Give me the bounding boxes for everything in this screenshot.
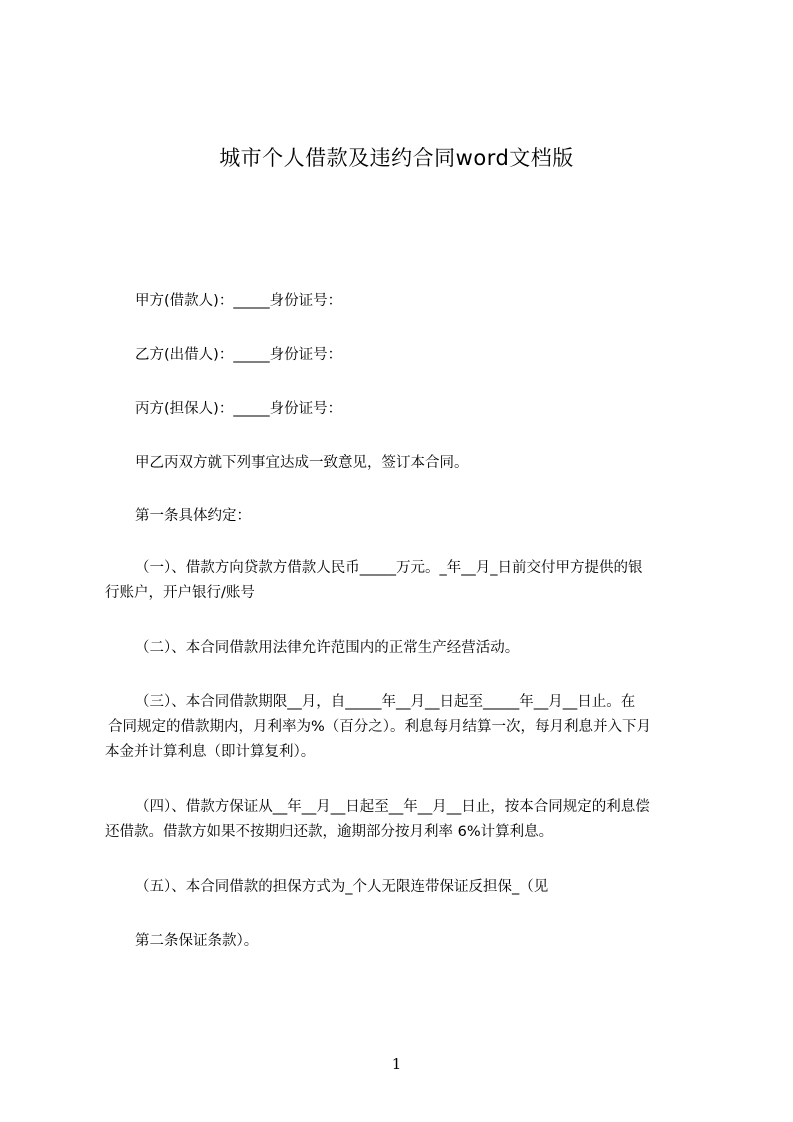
clause2-paragraph: （二）、本合同借款用法律允许范围内的正常生产经营活动。 (135, 640, 520, 656)
article1-heading: 第一条具体约定： (135, 508, 251, 524)
intro-paragraph: 甲乙丙双方就下列事宜达成一致意见，签订本合同。 (135, 455, 469, 471)
clause1-line2: 行账户，开户银行/账号 (105, 585, 255, 601)
clause1-line1: （一）、借款方向贷款方借款人民币_____万元。_年__月_日前交付甲方提供的银 (135, 560, 643, 576)
clause4-line1: （四）、借款方保证从__年__月__日起至__年__月__日止，按本合同规定的利息偿 (135, 799, 650, 815)
clause5-paragraph: （五）、本合同借款的担保方式为_个人无限连带保证反担保_（见 (135, 879, 549, 895)
clause3-line1: （三）、本合同借款期限__月，自_____年__月__日起至_____年__月__日止。在 (135, 694, 636, 710)
document-title: 城市个人借款及违约合同word文档版 (219, 146, 574, 170)
clause3-line2: 合同规定的借款期内，月利率为%（百分之）。利息每月结算一次，每月利息并入下月 (108, 719, 652, 735)
party-b-line: 乙方(出借人)：_____身份证号： (135, 347, 343, 363)
party-a-line: 甲方(借款人)：_____身份证号： (135, 293, 343, 309)
clause5-continuation: 第二条保证条款）。 (135, 933, 259, 949)
clause3-line3: 本金并计算利息（即计算复利）。 (105, 744, 316, 760)
party-c-line: 丙方(担保人)：_____身份证号： (135, 401, 343, 417)
clause4-line2: 还借款。借款方如果不按期归还款，逾期部分按月利率 6%计算利息。 (105, 824, 554, 840)
page-number: 1 (391, 1055, 402, 1073)
